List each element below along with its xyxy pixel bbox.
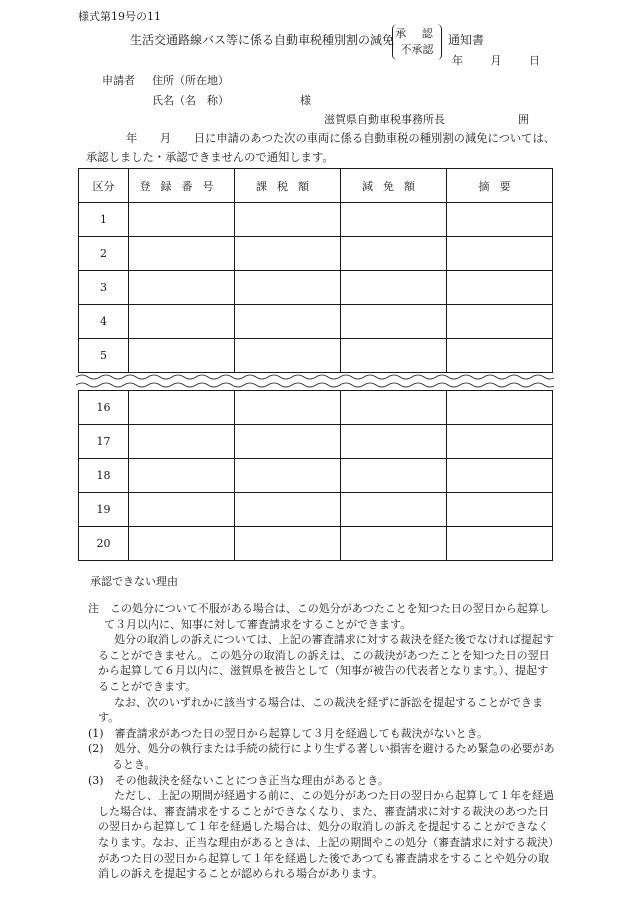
- cell-exemption[interactable]: [341, 425, 447, 459]
- cell-exemption[interactable]: [341, 203, 447, 237]
- date-month: 月: [490, 54, 502, 67]
- cell-remarks[interactable]: [447, 305, 553, 339]
- cell-remarks[interactable]: [447, 271, 553, 305]
- header-exemption-amount: 減免額: [341, 169, 447, 203]
- row-number: 4: [79, 305, 129, 339]
- cell-tax[interactable]: [235, 493, 341, 527]
- note-item-3: (3) その他裁決を経ないことにつき正当な理由があるとき。: [88, 773, 389, 787]
- cell-registration[interactable]: [129, 425, 235, 459]
- cell-tax[interactable]: [235, 391, 341, 425]
- note-paragraph-4: ただし、上記の期間が経過する前に、この処分があつた日の翌日から起算して１年を経過した場合は、審査請求をすることができなくなり、また、審査請求に対する裁決のあつた日の翌日から起算して１年を経過した場合は、処分の取消しの訴えを提起することができなくなります。なお、正当な理由があるときは、上記の期間やこの処分（審査請求に対する裁決）があつた日の翌日から起算して１年を経過した後であつても審査請求をすることや処分の取消しの訴えを提起することが認められる場合があります。: [98, 789, 554, 881]
- table-row: [79, 425, 553, 459]
- cell-registration[interactable]: [129, 237, 235, 271]
- cell-registration[interactable]: [129, 527, 235, 561]
- approval-option-bracket: [392, 24, 442, 60]
- cell-remarks[interactable]: [447, 493, 553, 527]
- note-item-1: (1) 審査請求があつた日の翌日から起算して３月を経過しても裁決がないとき。: [88, 726, 489, 740]
- cell-tax[interactable]: [235, 425, 341, 459]
- cell-registration[interactable]: [129, 271, 235, 305]
- cell-tax[interactable]: [235, 203, 341, 237]
- cell-registration[interactable]: [129, 305, 235, 339]
- date-day: 日: [529, 54, 540, 67]
- seal-mark: 囲: [518, 113, 529, 126]
- cell-tax[interactable]: [235, 527, 341, 561]
- row-number: 20: [79, 527, 129, 561]
- notice-body: [86, 129, 566, 167]
- cell-remarks[interactable]: [447, 237, 553, 271]
- cell-exemption[interactable]: [341, 527, 447, 561]
- form-number: 様式第19号の11: [78, 10, 161, 23]
- cell-registration[interactable]: [129, 339, 235, 373]
- vehicle-table-top: [78, 168, 553, 373]
- row-number: 16: [79, 391, 129, 425]
- vehicle-table: [78, 168, 552, 566]
- cell-exemption[interactable]: [341, 391, 447, 425]
- cell-registration[interactable]: [129, 391, 235, 425]
- row-number: 2: [79, 237, 129, 271]
- row-number: 18: [79, 459, 129, 493]
- note-paragraph-2: 処分の取消しの訴えについては、上記の審査請求に対する裁決を経た後でなければ提起することができません。この処分の取消しの訴えは、この裁決があつたことを知つた日の翌日から起算して６月以内に、滋賀県を被告として（知事が被告の代表者となります。）、提起することができます。: [98, 633, 554, 693]
- cell-remarks[interactable]: [447, 339, 553, 373]
- cell-exemption[interactable]: [341, 237, 447, 271]
- row-number: 1: [79, 203, 129, 237]
- rejection-reason-label: 承認できない理由: [90, 575, 178, 588]
- row-number: 17: [79, 425, 129, 459]
- row-number: 19: [79, 493, 129, 527]
- cell-remarks[interactable]: [447, 203, 553, 237]
- table-row: [79, 527, 553, 561]
- cell-exemption[interactable]: [341, 339, 447, 373]
- table-header-row: [79, 169, 553, 203]
- cell-registration[interactable]: [129, 203, 235, 237]
- cell-registration[interactable]: [129, 493, 235, 527]
- applicant-label: 申請者: [102, 74, 135, 87]
- cell-tax[interactable]: [235, 305, 341, 339]
- cell-exemption[interactable]: [341, 305, 447, 339]
- note-paragraph-1: 注 この処分について不服がある場合は、この処分があつたことを知つた日の翌日から起算して３月以内に、知事に対して審査請求をすることができます。: [88, 602, 550, 631]
- table-row: [79, 339, 553, 373]
- table-break-wave: [76, 373, 554, 389]
- cell-remarks[interactable]: [447, 459, 553, 493]
- table-row: [79, 391, 553, 425]
- cell-remarks[interactable]: [447, 425, 553, 459]
- title-suffix: 通知書: [448, 33, 485, 47]
- cell-remarks[interactable]: [447, 527, 553, 561]
- date-year: 年: [452, 54, 463, 67]
- cell-exemption[interactable]: [341, 271, 447, 305]
- table-row: [79, 237, 553, 271]
- header-registration-number: 登録番号: [129, 169, 235, 203]
- table-row: [79, 493, 553, 527]
- row-number: 5: [79, 339, 129, 373]
- issuer-office: 滋賀県自動車税事務所長: [324, 113, 445, 126]
- table-row: [79, 305, 553, 339]
- notice-body-text: 年 月 日に申請のあつた次の車両に係る自動車税の種別割の減免については、承認しました・承認できませんので通知します。: [86, 132, 556, 164]
- option-approve: 承 認: [395, 27, 439, 40]
- cell-tax[interactable]: [235, 237, 341, 271]
- table-row: [79, 203, 553, 237]
- address-label: 住所（所在地）: [152, 74, 229, 87]
- row-number: 3: [79, 271, 129, 305]
- table-row: [79, 271, 553, 305]
- option-reject: 不承認: [400, 43, 434, 56]
- note-paragraph-3: なお、次のいずれかに該当する場合は、この裁決を経ずに訴訟を提起することができます。: [98, 695, 543, 725]
- notes-section: [88, 601, 558, 882]
- note-item-2: (2) 処分、処分の執行または手続の続行により生ずる著しい損害を避けるため緊急の必要があるとき。: [88, 742, 555, 771]
- cell-exemption[interactable]: [341, 459, 447, 493]
- cell-registration[interactable]: [129, 459, 235, 493]
- cell-remarks[interactable]: [447, 391, 553, 425]
- title-main: 生活交通路線バス等に係る自動車税種別割の減免: [130, 33, 395, 47]
- cell-tax[interactable]: [235, 339, 341, 373]
- name-label: 氏名（名 称）: [152, 94, 229, 107]
- header-remarks: 摘要: [447, 169, 553, 203]
- honorific: 様: [300, 94, 311, 107]
- header-tax-amount: 課税額: [235, 169, 341, 203]
- cell-tax[interactable]: [235, 459, 341, 493]
- header-kubun: 区分: [79, 169, 129, 203]
- table-row: [79, 459, 553, 493]
- cell-exemption[interactable]: [341, 493, 447, 527]
- date-line: [452, 52, 540, 68]
- vehicle-table-bottom: [78, 390, 553, 561]
- cell-tax[interactable]: [235, 271, 341, 305]
